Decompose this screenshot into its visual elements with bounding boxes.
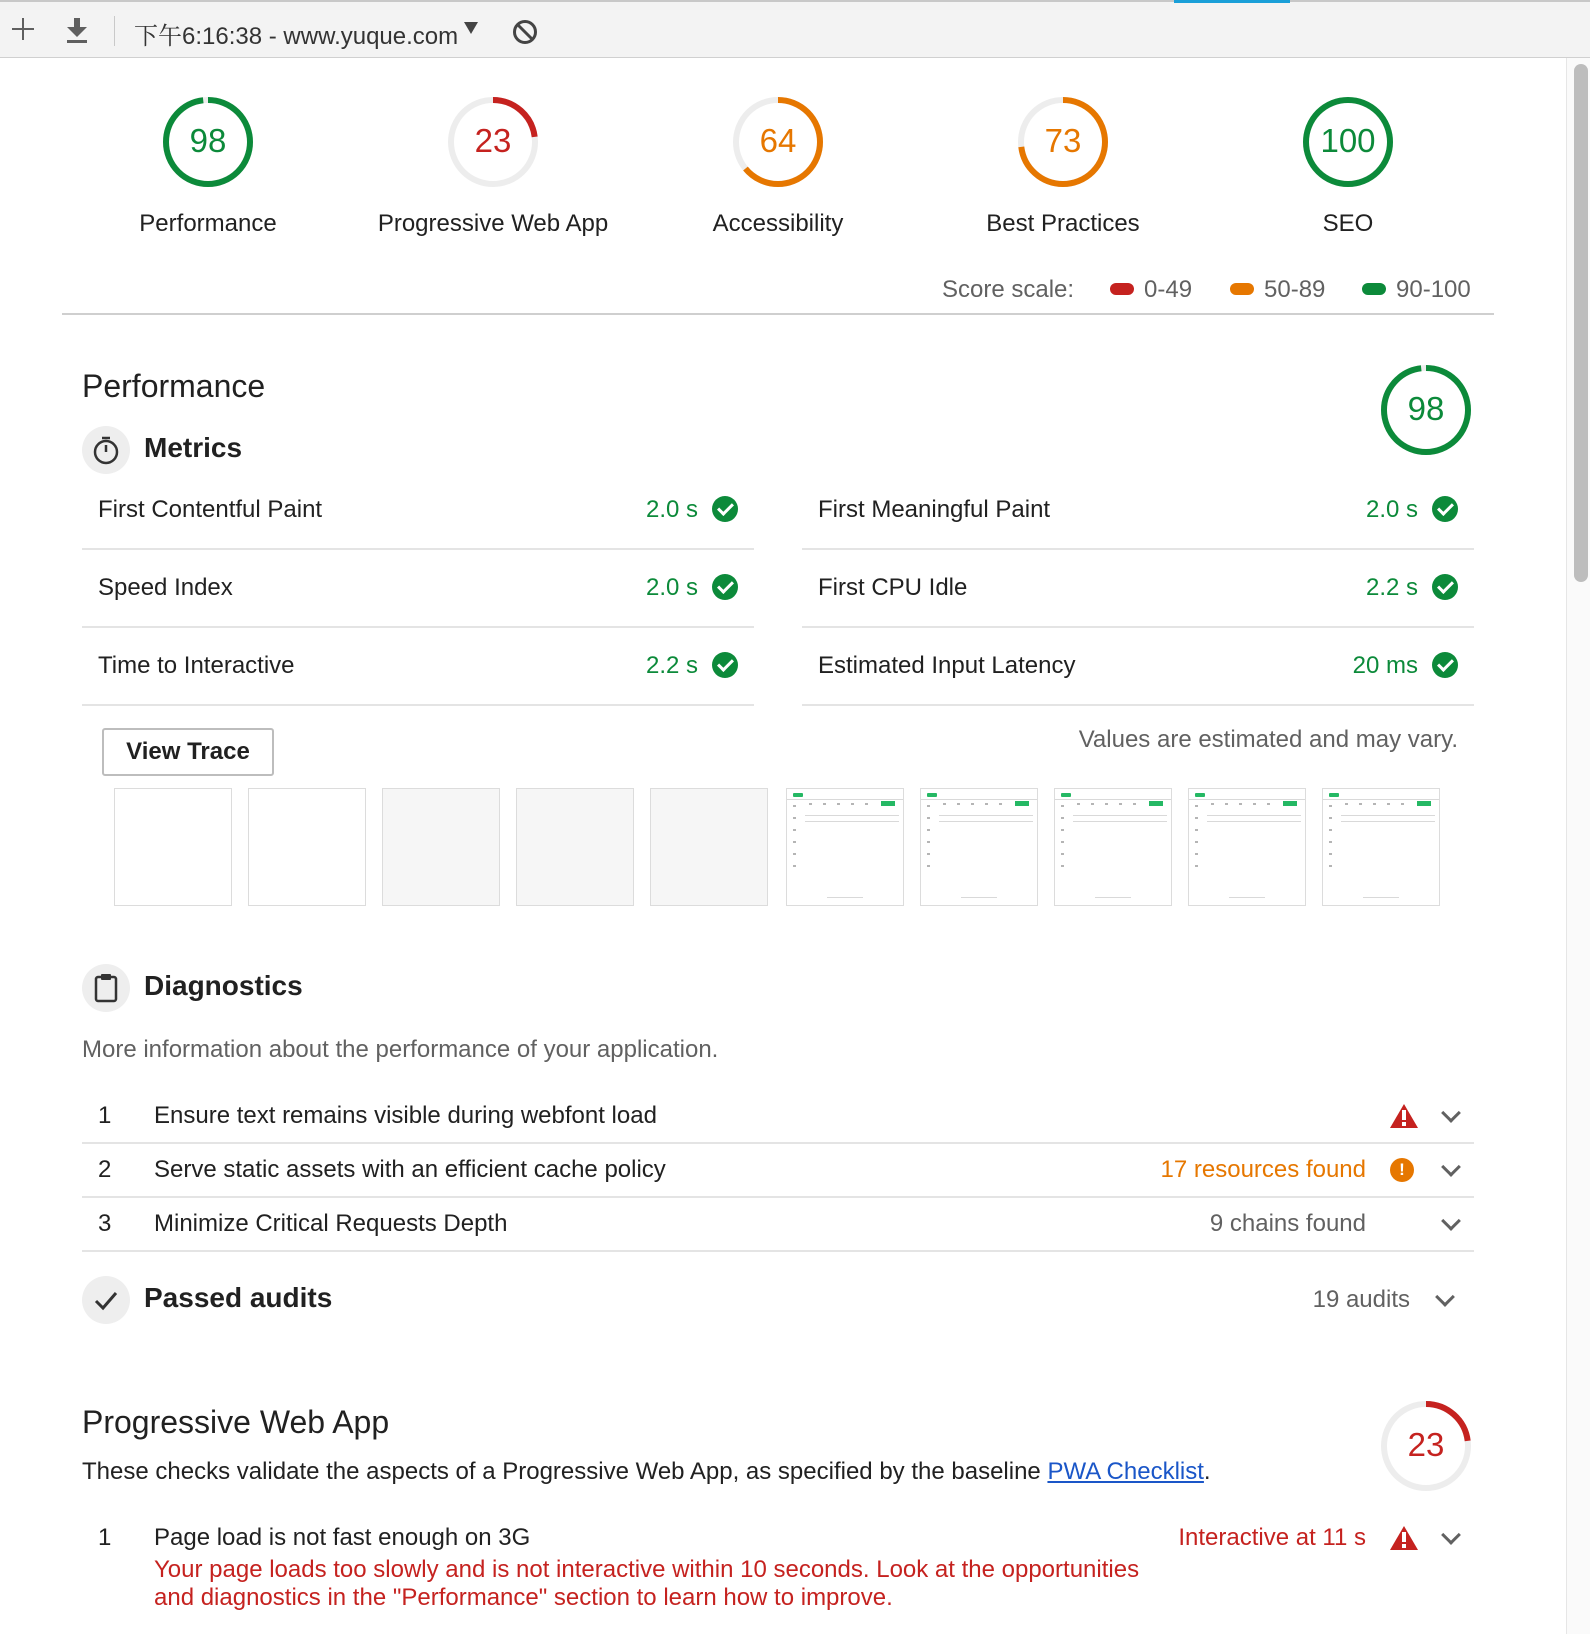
- checkmark-icon: [82, 1276, 130, 1324]
- audit-display-value: 9 chains found: [1209, 1210, 1366, 1237]
- metric-value: 2.2 s: [1365, 574, 1418, 601]
- performance-score-gauge: [1378, 362, 1474, 458]
- metric-label: Time to Interactive: [98, 652, 295, 679]
- audit-number: 3: [98, 1210, 112, 1237]
- caret-down-icon[interactable]: [464, 22, 478, 34]
- audit-title: Ensure text remains visible during webfont load: [154, 1102, 657, 1129]
- metric-first-contentful-paint: [82, 472, 754, 550]
- fail-pill-icon: [1110, 283, 1134, 295]
- metric-value: 2.0 s: [1365, 496, 1418, 523]
- gauge-score: 23: [1407, 1426, 1445, 1463]
- gauge-score: 98: [1407, 390, 1445, 427]
- metric-label: Estimated Input Latency: [818, 652, 1076, 679]
- category-gauges: [0, 58, 1566, 248]
- report-selector[interactable]: 下午6:16:38 - www.yuque.com: [134, 23, 458, 50]
- audit-row[interactable]: [82, 1144, 1474, 1198]
- audit-explanation: Your page loads too slowly and is not interactive within 10 seconds. Look at the opportunities and diagnostics in the "Performance" section to learn how to improve.: [154, 1556, 1140, 1611]
- active-tab-indicator: [1174, 0, 1290, 3]
- gauge-label: Performance: [139, 210, 277, 237]
- audit-display-value: Interactive at 11 s: [1178, 1524, 1366, 1551]
- metric-label: Speed Index: [98, 574, 233, 601]
- audit-display-value: 17 resources found: [1160, 1156, 1366, 1183]
- score-scale-range-average: 50-89: [1230, 276, 1325, 306]
- filmstrip-frame: [1054, 788, 1172, 906]
- filmstrip-frame: [516, 788, 634, 906]
- filmstrip-frame: [1188, 788, 1306, 906]
- check-circle-icon: [1432, 496, 1458, 522]
- info-icon: !: [1390, 1158, 1414, 1182]
- audit-title: Page load is not fast enough on 3G: [154, 1524, 531, 1551]
- gauge-score: 100: [1320, 122, 1376, 159]
- chevron-down-icon[interactable]: [1441, 1211, 1461, 1231]
- metric-value: 2.0 s: [645, 574, 698, 601]
- gauge-label: Best Practices: [986, 210, 1140, 237]
- metric-value: 2.0 s: [645, 496, 698, 523]
- toolbar-separator: [114, 16, 115, 46]
- block-icon[interactable]: [512, 19, 538, 45]
- audit-row[interactable]: [82, 1090, 1474, 1144]
- estimate-note: Values are estimated and may vary.: [1078, 726, 1458, 753]
- filmstrip-frame: [248, 788, 366, 906]
- download-icon[interactable]: [64, 16, 90, 44]
- pwa-section-title: Progressive Web App: [82, 1404, 390, 1440]
- warning-icon: [1390, 1104, 1418, 1128]
- pwa-description: These checks validate the aspects of a Progressive Web App, as specified by the baseline PWA Checklist.: [82, 1458, 1211, 1485]
- chevron-down-icon[interactable]: [1441, 1525, 1461, 1545]
- pass-pill-icon: [1362, 283, 1386, 295]
- metric-label: First Contentful Paint: [98, 496, 323, 523]
- diagnostics-title: Diagnostics: [144, 970, 303, 1001]
- gauge-label: Progressive Web App: [377, 210, 609, 237]
- gauge-pwa[interactable]: [373, 94, 613, 238]
- gauge-best-practices[interactable]: [943, 94, 1183, 238]
- gauge-score: 98: [189, 122, 227, 159]
- audit-number: 1: [98, 1524, 112, 1551]
- metric-speed-index: [82, 550, 754, 628]
- performance-section-title: Performance: [82, 368, 266, 404]
- plus-icon[interactable]: [10, 16, 36, 42]
- gauge-label: Accessibility: [712, 210, 844, 237]
- metric-label: First Meaningful Paint: [818, 496, 1051, 523]
- filmstrip-frame: [382, 788, 500, 906]
- filmstrip-frame: [114, 788, 232, 906]
- chevron-down-icon[interactable]: [1441, 1103, 1461, 1123]
- score-scale-label: Score scale:: [942, 276, 1075, 303]
- check-circle-icon: [1432, 574, 1458, 600]
- diagnostics-description: More information about the performance of your application.: [82, 1036, 719, 1063]
- gauge-score: 23: [474, 122, 512, 159]
- filmstrip-frame: [1322, 788, 1440, 906]
- check-circle-icon: [712, 496, 738, 522]
- metric-value: 20 ms: [1352, 652, 1418, 679]
- gauge-score: 64: [759, 122, 797, 159]
- header-divider: [62, 313, 1494, 315]
- audit-number: 1: [98, 1102, 112, 1129]
- gauge-performance[interactable]: [88, 94, 328, 238]
- check-circle-icon: [712, 652, 738, 678]
- check-circle-icon: [712, 574, 738, 600]
- view-trace-button[interactable]: View Trace: [102, 728, 274, 776]
- audit-row[interactable]: [82, 1198, 1474, 1252]
- gauge-score: 73: [1044, 122, 1082, 159]
- audit-number: 2: [98, 1156, 112, 1183]
- chevron-down-icon[interactable]: [1435, 1287, 1455, 1307]
- passed-audits-title[interactable]: Passed audits: [144, 1282, 333, 1313]
- passed-audits-count: 19 audits: [1312, 1286, 1410, 1313]
- audit-title: Minimize Critical Requests Depth: [154, 1210, 508, 1237]
- metrics-title: Metrics: [144, 432, 243, 463]
- pwa-score-gauge: [1378, 1398, 1474, 1494]
- gauge-accessibility[interactable]: [658, 94, 898, 238]
- scrollbar-thumb[interactable]: [1574, 64, 1588, 582]
- warning-icon: [1390, 1526, 1418, 1550]
- pwa-checklist-link[interactable]: PWA Checklist: [1047, 1458, 1204, 1485]
- filmstrip-frame: [786, 788, 904, 906]
- metric-estimated-input-latency: [802, 628, 1474, 706]
- gauge-label: SEO: [1322, 210, 1374, 237]
- metric-time-to-interactive: [82, 628, 754, 706]
- metric-value: 2.2 s: [645, 652, 698, 679]
- clipboard-icon: [82, 964, 130, 1012]
- audit-title: Serve static assets with an efficient cache policy: [154, 1156, 666, 1183]
- devtools-toolbar: [0, 0, 1590, 58]
- filmstrip-frame: [920, 788, 1038, 906]
- metric-label: First CPU Idle: [818, 574, 968, 601]
- check-circle-icon: [1432, 652, 1458, 678]
- chevron-down-icon[interactable]: [1441, 1157, 1461, 1177]
- metric-first-cpu-idle: [802, 550, 1474, 628]
- filmstrip-frame: [650, 788, 768, 906]
- score-scale-range-fail: 0-49: [1110, 276, 1192, 306]
- stopwatch-icon: [82, 426, 130, 474]
- metric-first-meaningful-paint: [802, 472, 1474, 550]
- score-scale-range-pass: 90-100: [1362, 276, 1471, 306]
- average-pill-icon: [1230, 283, 1254, 295]
- gauge-seo[interactable]: [1228, 94, 1468, 238]
